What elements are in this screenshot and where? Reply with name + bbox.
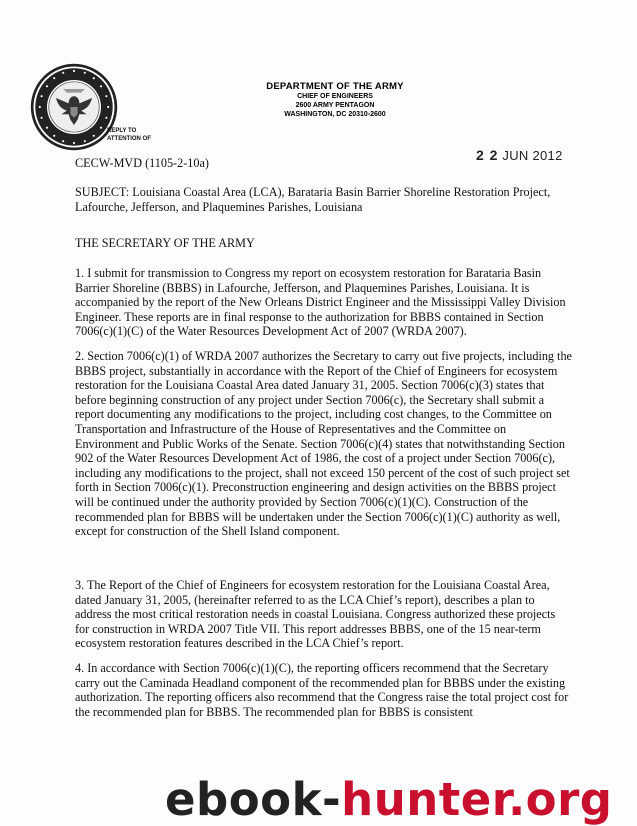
attention-of-line: ATTENTION OF [107, 136, 151, 142]
date-stamp [476, 147, 563, 163]
office-address: 2600 ARMY PENTAGON [295, 102, 375, 109]
paragraph-1: 1. I submit for transmission to Congress my report on ecosystem restoration for Barataria Basin Barrier Shoreline (BBBS) in Lafourche, Jefferson, and Plaquemines Parishes, Louisiana. It is accompanied by the report of the New Orleans District Engineer and the Mississippi Valley Division Engineer. These reports are in final response to the authorization for BBBS contained in Section 7006(c)(1)(C) of the Water Resources Development Act of 2007 (WRDA 2007). [75, 266, 566, 339]
reply-to-line: REPLY TO [107, 128, 137, 134]
office-city: WASHINGTON, DC 20310-2600 [284, 111, 386, 118]
paragraph-4: 4. In accordance with Section 7006(c)(1)(C), the reporting officers recommend that the Secretary carry out the Caminada Headland component of the recommended plan for BBBS under the existing authorization. The reporting officers also recommend that the Congress raise the total project cost for the recommended plan for BBBS. The recommended plan for BBBS is consistent [75, 661, 569, 719]
office-name: CHIEF OF ENGINEERS [297, 93, 373, 100]
letterhead [190, 81, 480, 119]
watermark-part-2: hunter.org [341, 773, 613, 826]
paragraph-2: 2. Section 7006(c)(1) of WRDA 2007 authorizes the Secretary to carry out five projects, including the BBBS project, substantially in accordance with the Report of the Chief of Engineers for ecosystem restoration for the Louisiana Coastal Area dated January 31, 2005. Section 7006(c)(3) states that before beginning construction of any project under Section 7006(c), the Secretary shall submit a report documenting any modifications to the project, including cost changes, to the Committee on Transportation and Infrastructure of the House of Representatives and the Committee on Environment and Public Works of the Senate. Section 7006(c)(4) states that notwithstanding Section 902 of the Water Resources Development Act of 1986, the cost of a project under Section 7006(c), including any modifications to the project, shall not exceed 150 percent of the cost of such project set forth in Section 7006(c)(1). Preconstruction engineering and design activities on the BBBS project will be continued under the authority provided by Section 7006(c)(1)(C). Construction of the recommended plan for BBBS will be undertaken under the Section 7006(c)(1)(C) authority as well, except for construction of the Shell Island component. [75, 349, 572, 539]
subject-line: SUBJECT: Louisiana Coastal Area (LCA), Barataria Basin Barrier Shoreline Restoration Project, Lafourche, Jefferson, and Plaquemines Parishes, Louisiana [75, 185, 551, 214]
paragraph-3: 3. The Report of the Chief of Engineers for ecosystem restoration for the Louisiana Coastal Area, dated January 31, 2005, (hereinafter referred to as the LCA Chief’s report), describes a plan to address the most critical restoration needs in coastal Louisiana. Congress authorized these projects for construction in WRDA 2007 Title VII. This report addresses BBBS, one of the 15 near-term ecosystem restoration features described in the LCA Chief’s report. [75, 578, 556, 651]
office-symbol: CECW-MVD (1105-2-10a) [75, 156, 209, 170]
watermark [165, 775, 613, 825]
reply-to-label [107, 127, 151, 143]
date-month-year: JUN 2012 [502, 148, 563, 163]
salutation: THE SECRETARY OF THE ARMY [75, 236, 255, 250]
date-day: 2 2 [476, 147, 499, 163]
department-name: DEPARTMENT OF THE ARMY [266, 81, 404, 92]
watermark-part-1: ebook- [165, 773, 342, 826]
department-of-defense-seal [29, 62, 119, 152]
